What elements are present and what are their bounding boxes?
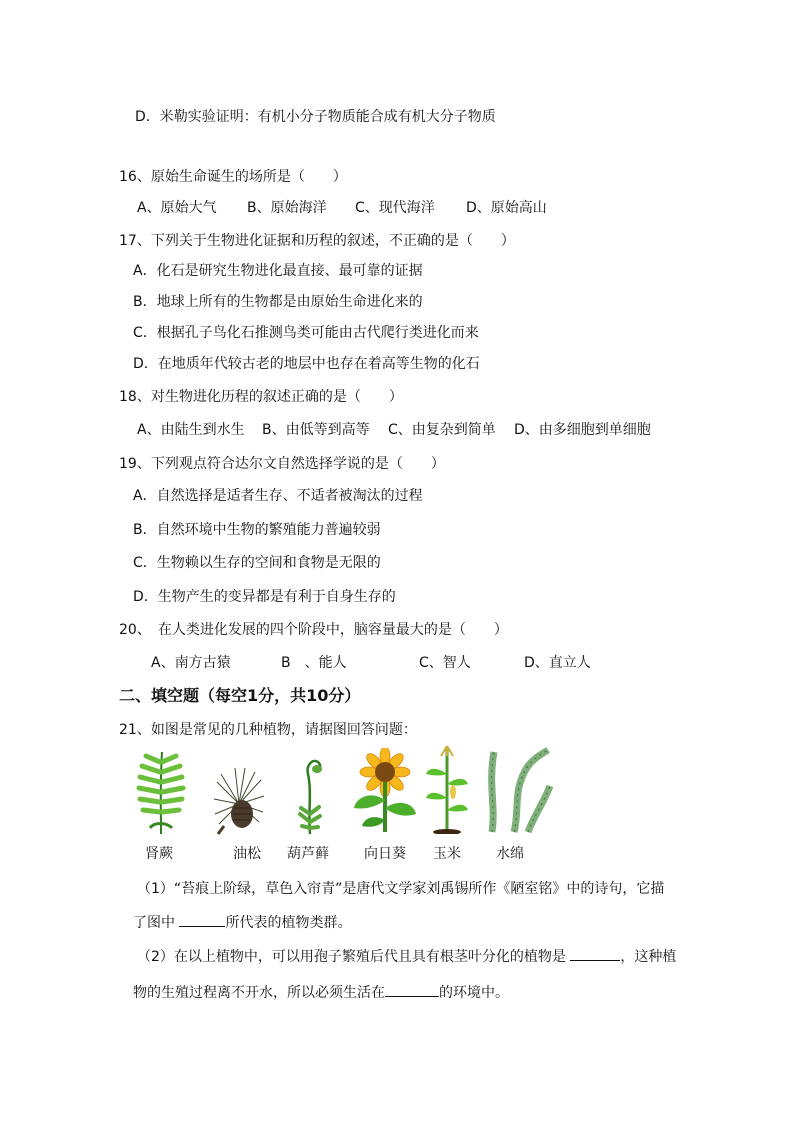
q15-option-d: D．米勒实验证明：有机小分子物质能合成有机大分子物质 (135, 109, 496, 125)
q21-part2-text-a: （2）在以上植物中，可以用孢子繁殖后代且具有根茎叶分化的植物是 (137, 949, 571, 965)
corn-illustration (424, 744, 470, 834)
q19-option-a: A．自然选择是适者生存、不适者被淘汰的过程 (133, 488, 423, 504)
q18-stem: 18、对生物进化历程的叙述正确的是（ ） (119, 389, 403, 405)
q19-option-b: B．自然环境中生物的繁殖能力普遍较弱 (133, 522, 381, 538)
q17-option-b: B．地球上所有的生物都是由原始生命进化来的 (133, 294, 423, 310)
q18-option-a: A、由陆生到水生 (137, 422, 245, 438)
spirogyra-illustration (484, 746, 556, 834)
q17-option-c: C．根据孔子鸟化石推测鸟类可能由古代爬行类进化而来 (133, 325, 479, 341)
sunflower-illustration (350, 748, 420, 832)
q19-stem: 19、下列观点符合达尔文自然选择学说的是（ ） (119, 456, 445, 472)
q21-part2-line2 (133, 982, 509, 1002)
plant-label: 玉米 (433, 846, 461, 862)
q16-stem: 16、原始生命诞生的场所是（ ） (119, 169, 347, 185)
section-heading: 二、填空题（每空1分，共10分） (119, 686, 361, 705)
q17-option-a: A．化石是研究生物进化最直接、最可靠的证据 (133, 263, 423, 279)
q16-option-b: B、原始海洋 (247, 200, 327, 216)
q18-option-b: B、由低等到高等 (262, 422, 370, 438)
q16-option-a: A、原始大气 (137, 200, 217, 216)
q21-part1-text-b: 所代表的植物类群。 (225, 915, 352, 931)
q21-part1-line1: （1）“苔痕上阶绿，草色入帘青”是唐代文学家刘禹锡所作《陋室铭》中的诗句，它描 (137, 881, 665, 897)
q16-option-d: D、原始高山 (466, 200, 547, 216)
q17-option-d: D．在地质年代较古老的地层中也存在着高等生物的化石 (133, 356, 480, 372)
q20-stem: 20、 在人类进化发展的四个阶段中，脑容量最大的是（ ） (119, 622, 508, 638)
q21-part2-text-d: 的环境中。 (439, 985, 509, 1001)
q18-option-d: D、由多细胞到单细胞 (514, 422, 651, 438)
q19-option-d: D．生物产生的变异都是有利于自身生存的 (133, 589, 396, 605)
q21-part2-text-c: 物的生殖过程离不开水，所以必须生活在 (133, 985, 385, 1001)
answer-blank-3[interactable] (385, 982, 439, 997)
q16-option-c: C、现代海洋 (355, 200, 435, 216)
q21-part2-text-b: ，这种植 (620, 949, 677, 965)
plant-label: 油松 (233, 846, 261, 862)
plant-label: 水绵 (496, 846, 524, 862)
q21-part1-line2 (133, 912, 351, 932)
q21-part2-line1 (137, 946, 676, 966)
q19-option-c: C．生物赖以生存的空间和食物是无限的 (133, 555, 381, 571)
moss-illustration (292, 752, 328, 836)
q17-stem: 17、下列关于生物进化证据和历程的叙述，不正确的是（ ） (119, 233, 515, 249)
q21-part1-text-a: 了图中 (133, 915, 180, 931)
answer-blank-2[interactable] (570, 946, 620, 961)
plant-label: 葫芦藓 (287, 846, 329, 862)
q20-option-a: A、南方古猿 (151, 655, 231, 671)
q18-option-c: C、由复杂到简单 (388, 422, 496, 438)
pine-illustration (212, 764, 266, 836)
q20-option-d: D、直立人 (524, 655, 591, 671)
answer-blank-1[interactable] (179, 912, 225, 927)
plant-label: 肾蕨 (145, 846, 173, 862)
plant-label: 向日葵 (364, 846, 406, 862)
q21-stem: 21、如图是常见的几种植物，请据图回答问题： (119, 722, 417, 738)
q20-option-b: B 、能人 (281, 655, 347, 671)
fern-illustration (136, 748, 186, 836)
q20-option-c: C、智人 (419, 655, 471, 671)
